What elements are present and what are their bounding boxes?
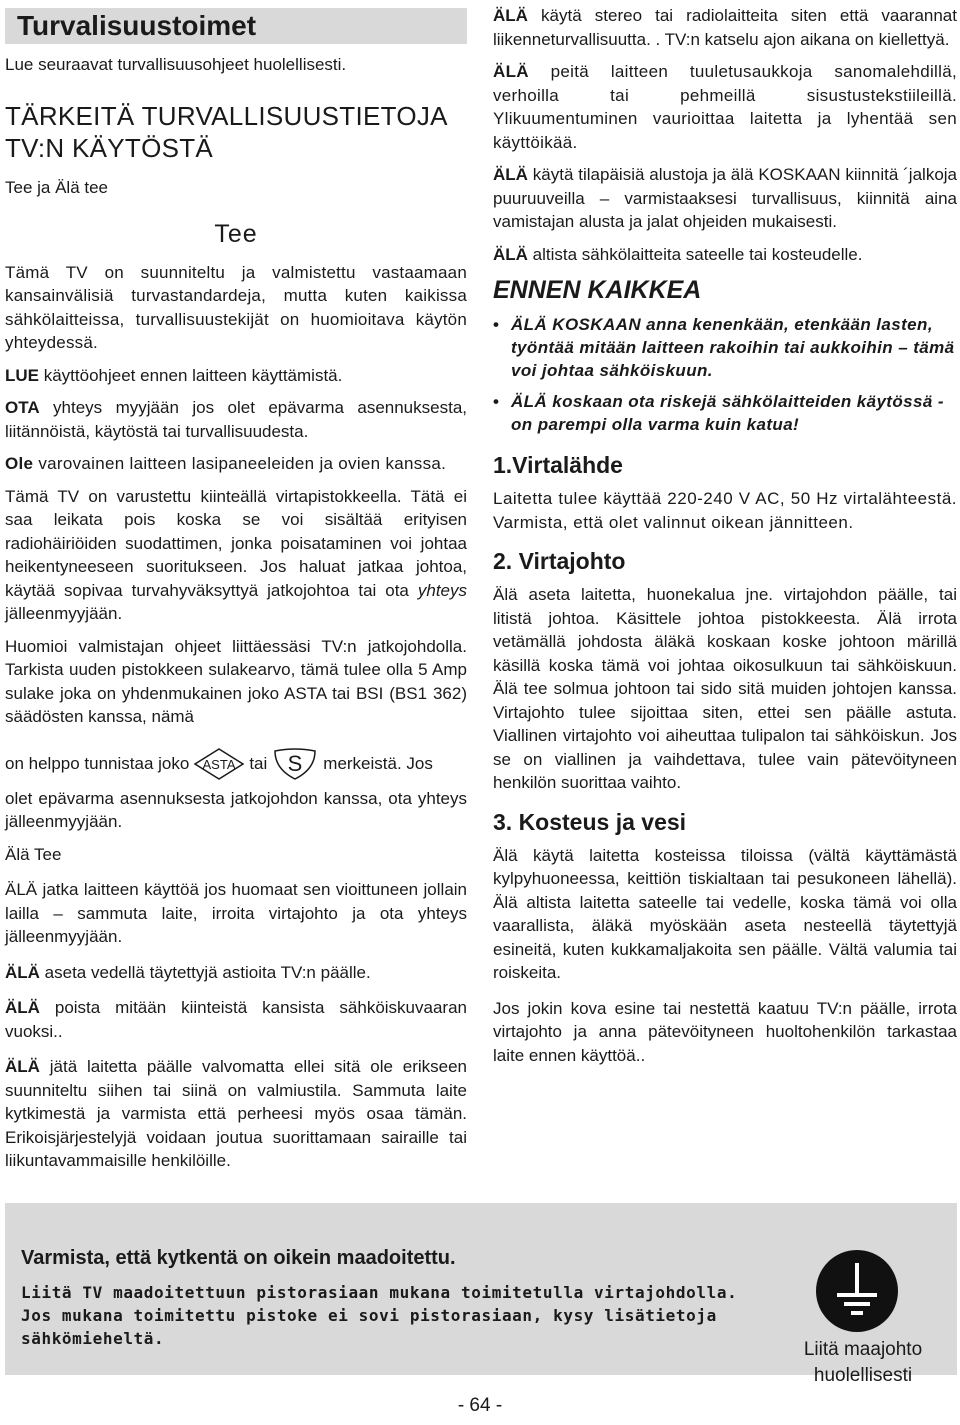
keyword-ala-1: ÄLÄ	[5, 962, 40, 982]
section-moisture-text-2: Jos jokin kova esine tai nestettä kaatuu TV:n päälle, irrota virtajohto ja anna pätevöityneen huoltohenkilön tarkastaa laite ennen käyttöä..	[493, 998, 957, 1065]
paragraph-traffic-text: käytä stereo tai radiolaitteita siten että vaarannat liikenneturvallisuutta. . TV:n katselu ajon aikana on kiellettyä.	[493, 6, 957, 49]
marks-text-middle: tai	[249, 753, 268, 773]
asta-mark-icon	[193, 747, 245, 781]
ground-caption-line-1: Liitä maajohto	[803, 1339, 923, 1360]
keyword-ala-r4: ÄLÄ	[493, 244, 528, 264]
bullet-text: ÄLÄ koskaan ota riskejä sähkölaitteiden käytössä - on parempi olla varma kuin katua!	[511, 392, 944, 434]
keyword-ota: OTA	[5, 398, 40, 417]
keyword-lue: LUE	[5, 365, 39, 385]
paragraph-rain	[493, 243, 957, 267]
dos-donts-heading: Tee ja Älä tee	[5, 178, 109, 197]
paragraph-plug	[5, 485, 467, 626]
keyword-ala-r3: ÄLÄ	[493, 165, 528, 184]
keyword-ala-r2: ÄLÄ	[493, 62, 529, 81]
keyword-ala-2: ÄLÄ	[5, 998, 40, 1017]
paragraph-plug-end: jälleenmyyjään.	[5, 604, 123, 623]
paragraph-plug-text: Tämä TV on varustettu kiinteällä virtapistokkeella. Tätä ei saa leikata pois koska se voi sisältää erityisen radiohäiriöiden suodattimen, jonka poisataminen voi johtaa heikentyneeseen suoritukseen. Jos haluat jatkaa johtoa, käytää sopivaa turvahyväksyttyä jatkojohtoa tai ota	[5, 486, 467, 600]
paragraph-damaged: ÄLÄ jatka laitteen käyttöä jos huomaat sen vioittuneen jollain lailla – sammuta laite, irroita virtajohto ja ota yhteys jälleenmyyjään.	[5, 880, 467, 946]
section-power-cord-title: 2. Virtajohto	[493, 548, 626, 574]
paragraph-unattended-text: jätä laitetta päälle valvomatta ellei sitä ole erikseen suunniteltu siihen tai siinä on valmiustila. Sammuta laite kytkimestä ja varmista että perheesi myös osaa tämän. Erikoisjärjestelyjä voidaan joutua suorittamaan sairaille tai liikuntavammaisille henkilöille.	[5, 1057, 467, 1170]
keyword-ala-r1: ÄLÄ	[493, 6, 528, 25]
paragraph-read	[5, 364, 467, 388]
paragraph-rain-text: altista sähkölaitteita sateelle tai kosteudelle.	[527, 244, 863, 264]
ground-caption-line-2: huolellisesti	[813, 1365, 913, 1386]
paragraph-contact	[5, 396, 467, 443]
earth-ground-icon	[815, 1249, 899, 1333]
grounding-text: Liitä TV maadoitettuun pistorasiaan mukana toimitetulla virtajohdolla. Jos mukana toimitettu pistoke ei sovi pistorasiaan, kysy lisätietoja sähkömieheltä.	[21, 1283, 738, 1348]
donts-heading: Älä Tee	[5, 844, 62, 864]
paragraph-contact-text: yhteys myyjään jos olet epävarma asennuksesta, liitännöistä, käytöstä tai turvallisuudesta.	[5, 398, 467, 441]
ground-caption	[773, 1337, 953, 1389]
paragraph-unattended	[5, 1055, 467, 1173]
paragraph-stands-text: käytä tilapäisiä alustoja ja älä KOSKAAN kiinnitä ´jalkoja puuruuveilla – varmistaaksesi turvallisuus, kiinnitä aina vamistajan alusta ja jalat ohjeiden mukaisesti.	[493, 165, 957, 231]
marks-text-before: on helppo tunnistaa joko	[5, 753, 190, 773]
paragraph-careful	[5, 452, 467, 476]
grounding-notice-box	[5, 1203, 957, 1386]
paragraph-covers	[5, 996, 467, 1043]
page-number: - 64 -	[457, 1395, 503, 1416]
keyword-ala-3: ÄLÄ	[5, 1057, 40, 1076]
bsi-s-mark-label: S	[287, 750, 303, 776]
paragraph-read-text: käyttöohjeet ennen laitteen käyttämistä.	[39, 365, 343, 385]
intro-text: Lue seuraavat turvallisuusohjeet huolellisesti.	[5, 55, 347, 74]
paragraph-covers-text: poista mitään kiinteistä kansista sähköiskuvaaran vuoksi..	[5, 998, 467, 1041]
paragraph-water-text: aseta vedellä täytettyjä astioita TV:n päälle.	[39, 962, 371, 982]
main-heading: TÄRKEITÄ TURVALLISUUSTIETOJA TV:N KÄYTÖSTÄ	[5, 101, 447, 163]
section-power-cord-text: Älä aseta laitetta, huonekalua jne. virtajohdon päälle, tai litistä johtoa. Käsittele johtoa pistokkeesta. Älä irrota vetämällä johdosta äläkä koskaan koske johtoon märillä käsillä koska tämä voi johtaa oikosulkuun tai sähköiskuun. Älä tee solmua johtoon tai sido sitä muiden johtojen kanssa. Virtajohto tulee sijoittaa siten, ettei sen päälle astuta. Viallinen virtajohto voi aiheuttaa tulipalon tai sähköiskun. Jos se on viallinen ja vaihdettava, tulee vain pätevöityneen henkilön suorittaa vaihto.	[493, 585, 957, 792]
paragraph-fuse: Huomioi valmistajan ohjeet liittäessäsi TV:n jatkojohdolla. Tarkista uuden pistokkeen sulakearvo, tämä tulee olla 5 Amp sulake joka on yhdenmukainen joko ASTA tai BSI (BS1 362) säädösten kanssa, nämä	[5, 636, 467, 726]
approval-marks-line	[5, 747, 467, 781]
marks-text-after: merkeistä. Jos	[323, 753, 433, 773]
tee-heading: Tee	[214, 219, 258, 248]
bullet-text: ÄLÄ KOSKAAN anna kenenkään, etenkään lasten, työntää mitään laitteen rakoihin tai aukkoihin – tämä voi johtaa sähköiskuun.	[511, 315, 955, 380]
section-header: Turvalisuustoimet	[5, 8, 467, 44]
paragraph-careful-text: varovainen laitteen lasipaneeleiden ja ovien kanssa.	[33, 454, 447, 473]
section-power-source-text: Laitetta tulee käyttää 220-240 V AC, 50 Hz virtalähteestä. Varmista, että olet valinnut oikean jännitteen.	[493, 489, 957, 532]
section-power-source-title: 1.Virtalähde	[493, 452, 623, 478]
paragraph-stands	[493, 163, 957, 234]
section-moisture-text: Älä käytä laitetta kosteissa tiloissa (vältä käyttämästä kylpyhuoneessa, keittiön tiskialtaan tai pesukoneen lähellä). Älä altista laitetta sateelle tai vedelle, koska tämä voi olla vaarallista, äläkä myöskään aseta nesteellä täytettyjä esineitä, kuten kukkamaljakoita sen päälle. Vältä valumia tai roiskeita.	[493, 845, 957, 982]
asta-mark-label: ASTA	[202, 756, 236, 772]
paragraph-design: Tämä TV on suunniteltu ja valmistettu vastaamaan kansainvälisiä turvastandardeja, mutta kuten kaikissa sähkölaitteissa, turvallisuustekijät on huomioitava käytön yhteydessä.	[5, 262, 467, 352]
grounding-title: Varmista, että kytkentä on oikein maadoitettu.	[21, 1247, 456, 1269]
left-column	[5, 0, 467, 1173]
bullet-item	[493, 313, 957, 382]
right-column	[493, 0, 957, 1067]
section-moisture-title: 3. Kosteus ja vesi	[493, 808, 687, 835]
paragraph-ventilation-text: peitä laitteen tuuletusaukkoja sanomalehdillä, verhoilla tai pehmeillä sisustustekstiileillä. Ylikuumentuminen vaurioittaa laitetta ja lyhentää sen käyttöikää.	[493, 62, 957, 152]
bullet-dot: •	[493, 392, 500, 411]
paragraph-plug-italic: yhteys	[417, 580, 467, 600]
paragraph-traffic	[493, 4, 957, 51]
bullet-dot: •	[493, 315, 500, 334]
paragraph-unsure: olet epävarma asennuksesta jatkojohdon kanssa, ota yhteys jälleenmyyjään.	[5, 788, 467, 831]
paragraph-water	[5, 961, 467, 985]
paragraph-ventilation	[493, 60, 957, 154]
bullet-item	[493, 390, 957, 436]
above-all-heading: ENNEN KAIKKEA	[493, 276, 702, 304]
keyword-ole: Ole	[5, 454, 34, 473]
bsi-s-mark-icon	[271, 747, 319, 781]
